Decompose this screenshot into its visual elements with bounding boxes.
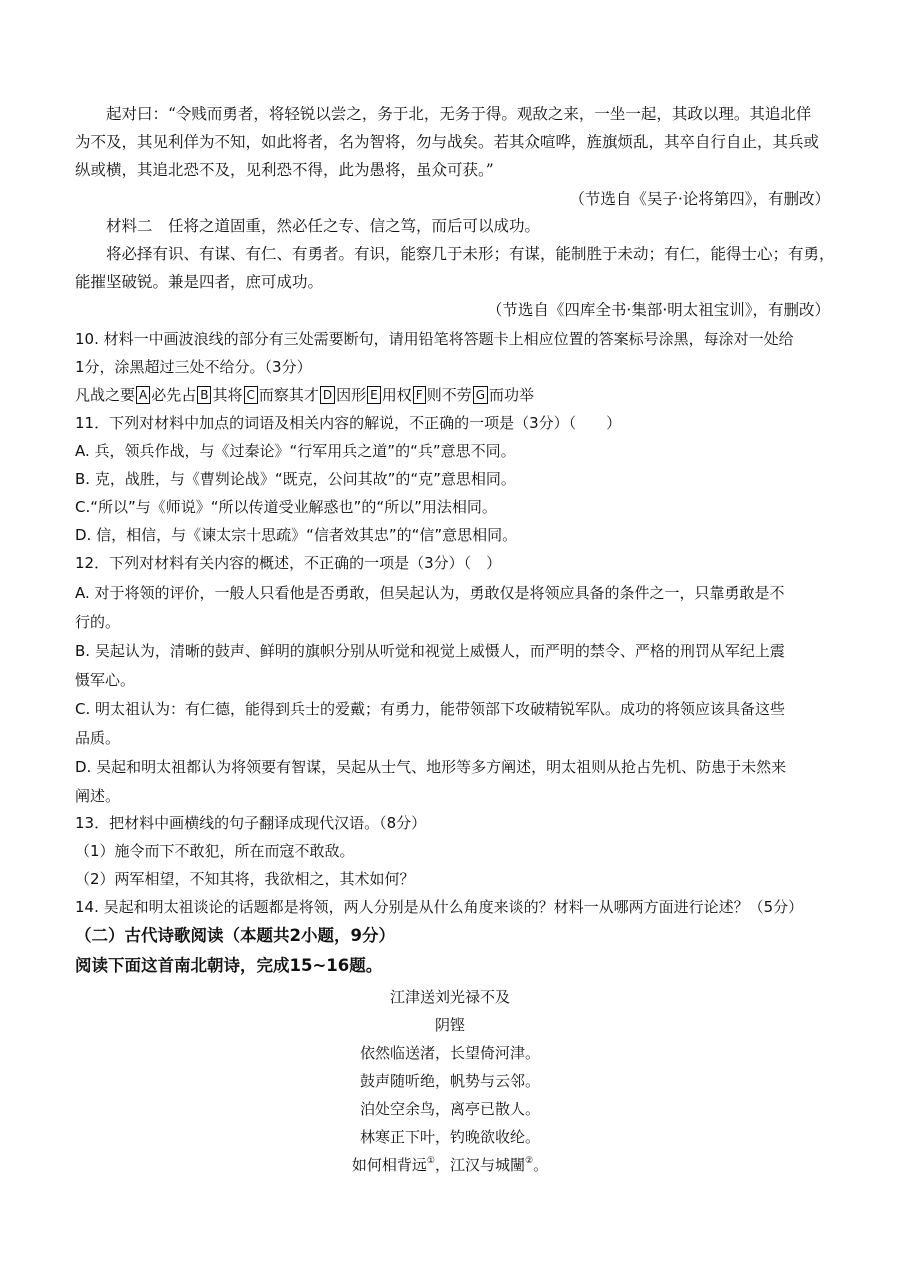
q10-box-a[interactable]: A [136, 386, 150, 404]
material1-source: （节选自《吴子·论将第四》，有删改） [569, 190, 830, 208]
poem-line-5 [0, 1155, 900, 1175]
material2-line-2: 将必择有识、有谋、有仁、有勇者。有识，能察几于未形；有谋，能制胜于未动；有仁，能得士心；有勇， [106, 245, 835, 263]
poem-line-5-part-a: 如何相背远 [351, 1156, 427, 1174]
q10-box-b[interactable]: B [197, 386, 211, 404]
q12-stem: 12．下列对材料有关内容的概述，不正确的一项是（3分）（ ） [75, 554, 502, 572]
q10-box-g[interactable]: G [473, 386, 488, 404]
footnote-marker-1: ① [426, 1156, 435, 1166]
q10-segment: 因形 [336, 386, 367, 404]
q14-stem: 14. 吴起和明太祖谈论的话题都是将领，两人分别是从什么角度来谈的？材料一从哪两方面进行论述？（5分） [75, 898, 804, 916]
material2-source: （节选自《四库全书·集部·明太祖宝训》，有删改） [486, 301, 830, 319]
q13-sentence-1: （1）施令而下不敢犯，所在而寇不敢敌。 [75, 842, 355, 860]
q10-box-e[interactable]: E [367, 386, 381, 404]
section-instruction: 阅读下面这首南北朝诗，完成15~16题。 [75, 956, 383, 975]
material1-line-1: 起对曰：“令贱而勇者，将轻锐以尝之，务于北，无务于得。观敌之来，一坐一起，其政以理。其追北佯 [106, 105, 812, 123]
q10-segment: 用权 [381, 386, 412, 404]
poem-line-2: 鼓声随听绝，帆势与云邻。 [359, 1072, 540, 1090]
q12-option-c-line-1: C. 明太祖认为：有仁德，能得到兵士的爱戴；有勇力，能带领部下攻破精锐军队。成功的将领应该具备这些 [75, 700, 786, 718]
q12-option-a-line-1: A. 对于将领的评价，一般人只看他是否勇敢，但吴起认为，勇敢仅是将领应具备的条件之一，只靠勇敢是不 [75, 584, 785, 602]
poem-line-3: 泊处空余鸟，离亭已散人。 [359, 1100, 540, 1118]
q10-segment: 而察其才 [258, 386, 319, 404]
q10-sentence [75, 385, 835, 405]
q12-option-a-line-2: 行的。 [75, 613, 121, 631]
q11-option-a: A. 兵，领兵作战，与《过秦论》“行军用兵之道”的“兵”意思不同。 [75, 442, 516, 460]
poem-author: 阴铿 [434, 1016, 465, 1034]
section-heading: （二）古代诗歌阅读（本题共2小题，9分） [75, 926, 395, 945]
q11-option-c: C.“所以”与《师说》“所以传道受业解惑也”的“所以”用法相同。 [75, 498, 497, 516]
material1-line-2: 为不及，其见利佯为不知，如此将者，名为智将，勿与战矣。若其众喧哗，旌旗烦乱，其卒自行自止，其兵或 [75, 133, 820, 151]
q13-sentence-2: （2）两军相望，不知其将，我欲相之，其术如何？ [75, 870, 415, 888]
material1-line-3: 纵或横，其追北恐不及，见利恐不得，此为愚将，虽众可获。” [75, 161, 494, 179]
q10-segment: 而功举 [489, 386, 535, 404]
q10-segment: 其将 [212, 386, 243, 404]
q12-option-b-line-1: B. 吴起认为，清晰的鼓声、鲜明的旗帜分别从听觉和视觉上威慑人，而严明的禁令、严格的刑罚从军纪上震 [75, 642, 785, 660]
q10-box-d[interactable]: D [320, 386, 335, 404]
q10-box-f[interactable]: F [413, 386, 426, 404]
q10-segment: 凡战之要 [75, 386, 136, 404]
q13-stem: 13．把材料中画横线的句子翻译成现代汉语。（8分） [75, 814, 427, 832]
q10-segment: 则不劳 [426, 386, 472, 404]
q11-option-b: B. 克，战胜，与《曹刿论战》“既克，公问其故”的“克”意思相同。 [75, 470, 516, 488]
q12-option-c-line-2: 品质。 [75, 729, 121, 747]
q12-option-b-line-2: 慑军心。 [75, 671, 136, 689]
poem-title: 江津送刘光禄不及 [389, 988, 510, 1006]
footnote-marker-2: ② [525, 1156, 534, 1166]
material2-line-3: 能摧坚破锐。兼是四者，庶可成功。 [75, 273, 324, 291]
q11-stem: 11．下列对材料中加点的词语及相关内容的解说，不正确的一项是（3分）（ ） [75, 414, 622, 432]
poem-line-1: 依然临送渚，长望倚河津。 [359, 1044, 540, 1062]
poem-line-4: 林寒正下叶，钓晚欲收纶。 [359, 1128, 540, 1146]
material2-line-1: 材料二 任将之道固重，然必任之专、信之笃，而后可以成功。 [106, 217, 541, 235]
poem-line-5-part-b: ，江汉与城闉 [434, 1156, 525, 1174]
q12-option-d-line-1: D. 吴起和明太祖都认为将领要有智谋，吴起从士气、地形等多方阐述，明太祖则从抢占先机、防患于未然来 [75, 758, 787, 776]
q11-option-d: D. 信，相信，与《谏太宗十思疏》“信者效其忠”的“信”意思相同。 [75, 526, 518, 544]
q10-box-c[interactable]: C [244, 386, 258, 404]
q12-option-d-line-2: 阐述。 [75, 787, 121, 805]
q10-stem-line-1: 10. 材料一中画波浪线的部分有三处需要断句，请用铅笔将答题卡上相应位置的答案标号涂黑，每涂对一处给 [75, 330, 794, 348]
poem-line-5-part-c: 。 [533, 1156, 549, 1174]
q10-segment: 必先占 [151, 386, 197, 404]
q10-stem-line-2: 1分，涂黑超过三处不给分。（3分） [75, 358, 312, 376]
